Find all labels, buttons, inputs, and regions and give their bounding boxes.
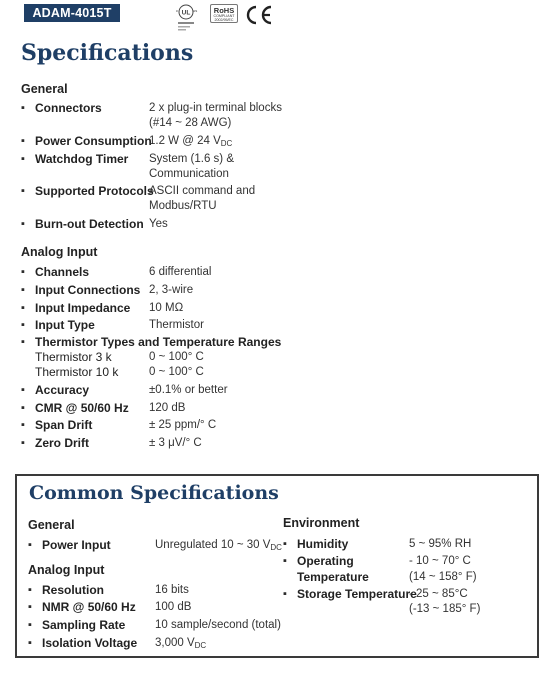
bullet-icon: ▪	[21, 153, 25, 165]
label-line: Temperature	[297, 570, 369, 584]
bullet-icon: ▪	[28, 637, 32, 649]
bullet-icon: ▪	[21, 402, 25, 414]
spec-value: 10 MΩ	[149, 302, 184, 314]
analog-input-heading: Analog Input	[21, 245, 98, 259]
spec-value	[409, 554, 477, 585]
environment-heading: Environment	[283, 516, 360, 530]
bullet-icon: ▪	[28, 619, 32, 631]
value-text: 3,000 V	[155, 637, 195, 649]
common-specifications-title: Common Specifications	[29, 482, 279, 504]
spec-value: 6 differential	[149, 266, 212, 278]
spec-label: Connectors	[35, 101, 102, 115]
spec-sublabel: Thermistor 3 k	[35, 350, 112, 364]
value-line: - 10 ~ 70° C	[409, 555, 471, 567]
spec-label: Humidity	[297, 537, 349, 551]
spec-value: 16 bits	[155, 584, 189, 596]
value-line: ASCII command and	[149, 185, 256, 197]
value-subscript: DC	[220, 139, 233, 148]
spec-value: ±0.1% or better	[149, 384, 228, 396]
bullet-icon: ▪	[21, 419, 25, 431]
spec-label	[297, 554, 369, 585]
spec-value: 2, 3-wire	[149, 284, 194, 296]
spec-label: Channels	[35, 265, 90, 279]
bullet-icon: ▪	[283, 555, 287, 567]
spec-label: Input Impedance	[35, 301, 131, 315]
spec-value: 120 dB	[149, 402, 186, 414]
svg-text:us: us	[193, 8, 198, 13]
spec-sublabel: Thermistor 10 k	[35, 365, 119, 379]
bullet-icon: ▪	[283, 538, 287, 550]
spec-label: Watchdog Timer	[35, 152, 129, 166]
label-line: Operating	[297, 554, 354, 568]
value-line: - 25 ~ 85°C	[409, 588, 468, 600]
spec-label: Span Drift	[35, 418, 93, 432]
spec-value: ± 25 ppm/° C	[149, 419, 217, 431]
spec-label: Sampling Rate	[42, 618, 126, 632]
spec-value	[149, 152, 234, 181]
bullet-icon: ▪	[283, 588, 287, 600]
bullet-icon: ▪	[21, 218, 25, 230]
spec-value: 10 sample/second (total)	[155, 619, 281, 631]
spec-label: Input Connections	[35, 283, 141, 297]
spec-label: Thermistor Types and Temperature Ranges	[35, 335, 282, 349]
spec-label: Input Type	[35, 318, 95, 332]
spec-value	[155, 636, 206, 654]
spec-label: Power Consumption	[35, 134, 152, 148]
spec-value: Thermistor	[149, 319, 204, 331]
value-line: 2 x plug-in terminal blocks	[149, 102, 282, 114]
spec-value	[155, 538, 282, 556]
rohs-label: RoHS	[213, 6, 235, 15]
bullet-icon: ▪	[21, 336, 25, 348]
spec-label: CMR @ 50/60 Hz	[35, 401, 129, 415]
spec-label: NMR @ 50/60 Hz	[42, 600, 136, 614]
spec-label: Zero Drift	[35, 436, 89, 450]
spec-value: Yes	[149, 218, 168, 230]
spec-value: ± 3 μV/° C	[149, 437, 202, 449]
bullet-icon: ▪	[28, 539, 32, 551]
rohs-certification-icon	[210, 4, 238, 23]
spec-value	[149, 101, 282, 130]
spec-value: 5 ~ 95% RH	[409, 538, 472, 550]
spec-label: Isolation Voltage	[42, 636, 138, 650]
bullet-icon: ▪	[28, 584, 32, 596]
model-tag: ADAM-4015T	[24, 4, 120, 22]
bullet-icon: ▪	[21, 185, 25, 197]
value-text: Unregulated 10 ~ 30 V	[155, 539, 271, 551]
spec-value: 0 ~ 100° C	[149, 351, 204, 363]
spec-label: Power Input	[42, 538, 111, 552]
bullet-icon: ▪	[21, 302, 25, 314]
bullet-icon: ▪	[21, 384, 25, 396]
general-heading: General	[21, 82, 68, 96]
rohs-sublabel: COMPLIANT 2002/95/EC	[213, 14, 235, 22]
value-line: Modbus/RTU	[149, 199, 217, 212]
value-line: (#14 ~ 28 AWG)	[149, 116, 232, 129]
ce-certification-icon	[244, 4, 274, 26]
bullet-icon: ▪	[21, 284, 25, 296]
spec-value	[149, 134, 232, 152]
bullet-icon: ▪	[21, 266, 25, 278]
value-subscript: DC	[270, 543, 282, 552]
spec-value	[409, 587, 480, 616]
ul-certification-icon	[172, 3, 204, 33]
svg-text:UL: UL	[181, 9, 191, 17]
page-title: Specifications	[21, 40, 194, 66]
bullet-icon: ▪	[21, 437, 25, 449]
spec-value	[149, 184, 255, 213]
spec-label: Supported Protocols	[35, 184, 154, 198]
common-general-heading: General	[28, 518, 75, 532]
spec-label: Burn-out Detection	[35, 217, 144, 231]
svg-text:c: c	[176, 8, 178, 13]
value-line: (14 ~ 158° F)	[409, 571, 477, 583]
value-line: (-13 ~ 185° F)	[409, 602, 481, 615]
spec-value: 100 dB	[155, 601, 192, 613]
common-analog-heading: Analog Input	[28, 563, 105, 577]
bullet-icon: ▪	[21, 102, 25, 114]
bullet-icon: ▪	[21, 319, 25, 331]
value-line: Communication	[149, 167, 229, 180]
value-text: 1.2 W @ 24 V	[149, 135, 221, 147]
bullet-icon: ▪	[21, 135, 25, 147]
value-subscript: DC	[194, 641, 207, 650]
spec-value: 0 ~ 100° C	[149, 366, 204, 378]
spec-label: Accuracy	[35, 383, 90, 397]
bullet-icon: ▪	[28, 601, 32, 613]
spec-label: Resolution	[42, 583, 104, 597]
spec-label: Storage Temperature	[297, 587, 417, 601]
value-line: System (1.6 s) &	[149, 153, 234, 165]
